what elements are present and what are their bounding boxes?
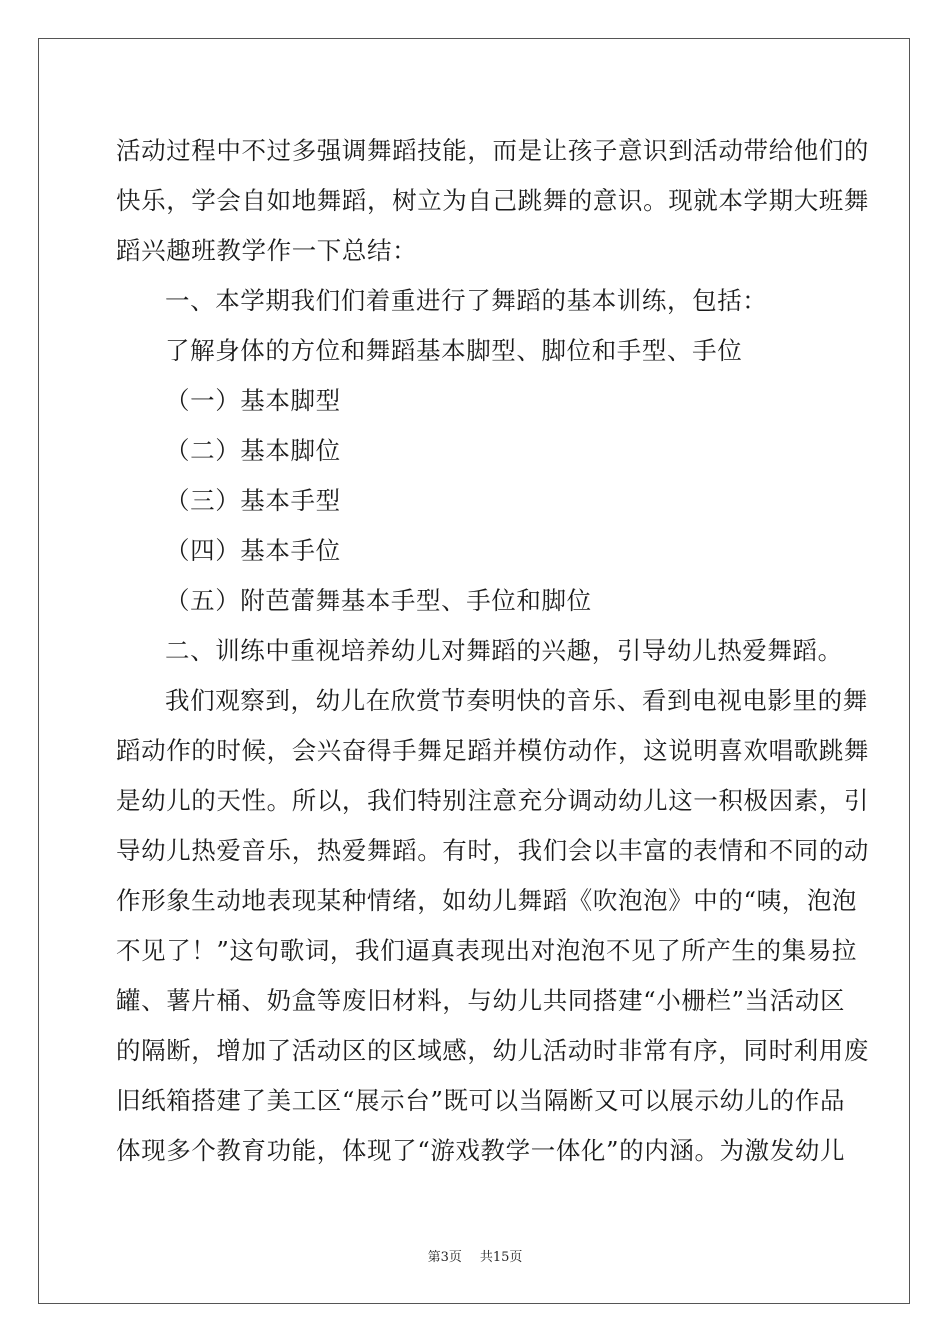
text-line: 不见了！”这句歌词，我们逼真表现出对泡泡不见了所产生的集易拉 [116, 936, 858, 965]
list-item: （五）附芭蕾舞基本手型、手位和脚位 [165, 586, 592, 615]
text-line: 快乐，学会自如地舞蹈，树立为自己跳舞的意识。现就本学期大班舞 [116, 186, 869, 215]
text-line: 作形象生动地表现某种情绪，如幼儿舞蹈《吹泡泡》中的“咦，泡泡 [116, 886, 858, 915]
text-line: 体现多个教育功能，体现了“游戏教学一体化”的内涵。为激发幼儿 [116, 1136, 846, 1165]
list-item: （一）基本脚型 [165, 386, 341, 415]
list-item: （三）基本手型 [165, 486, 341, 515]
text-block [116, 126, 869, 1176]
text-line: 活动过程中不过多强调舞蹈技能，而是让孩子意识到活动带给他们的 [116, 136, 869, 165]
text-line: 二、训练中重视培养幼儿对舞蹈的兴趣，引导幼儿热爱舞蹈。 [165, 636, 843, 665]
list-item: （四）基本手位 [165, 536, 341, 565]
document-body [116, 126, 869, 1176]
text-line: 一、本学期我们们着重进行了舞蹈的基本训练，包括： [165, 286, 768, 315]
text-line: 旧纸箱搭建了美工区“展示台”既可以当隔断又可以展示幼儿的作品 [116, 1086, 846, 1115]
list-item: （二）基本脚位 [165, 436, 341, 465]
page-total: 共15页 [479, 1250, 523, 1265]
text-line: 的隔断，增加了活动区的区域感，幼儿活动时非常有序，同时利用废 [116, 1036, 869, 1065]
text-line: 我们观察到，幼儿在欣赏节奏明快的音乐、看到电视电影里的舞 [165, 686, 868, 715]
text-line: 蹈兴趣班教学作一下总结： [116, 236, 418, 265]
text-line: 导幼儿热爱音乐，热爱舞蹈。有时，我们会以丰富的表情和不同的动 [116, 836, 869, 865]
text-line: 罐、薯片桶、奶盒等废旧材料，与幼儿共同搭建“小栅栏”当活动区 [116, 986, 846, 1015]
text-line: 是幼儿的天性。所以，我们特别注意充分调动幼儿这一积极因素，引 [116, 786, 869, 815]
text-line: 蹈动作的时候，会兴奋得手舞足蹈并模仿动作，这说明喜欢唱歌跳舞 [116, 736, 869, 765]
text-line: 了解身体的方位和舞蹈基本脚型、脚位和手型、手位 [165, 336, 743, 365]
page-number: 第3页 [427, 1250, 462, 1265]
page-footer [0, 1246, 950, 1265]
